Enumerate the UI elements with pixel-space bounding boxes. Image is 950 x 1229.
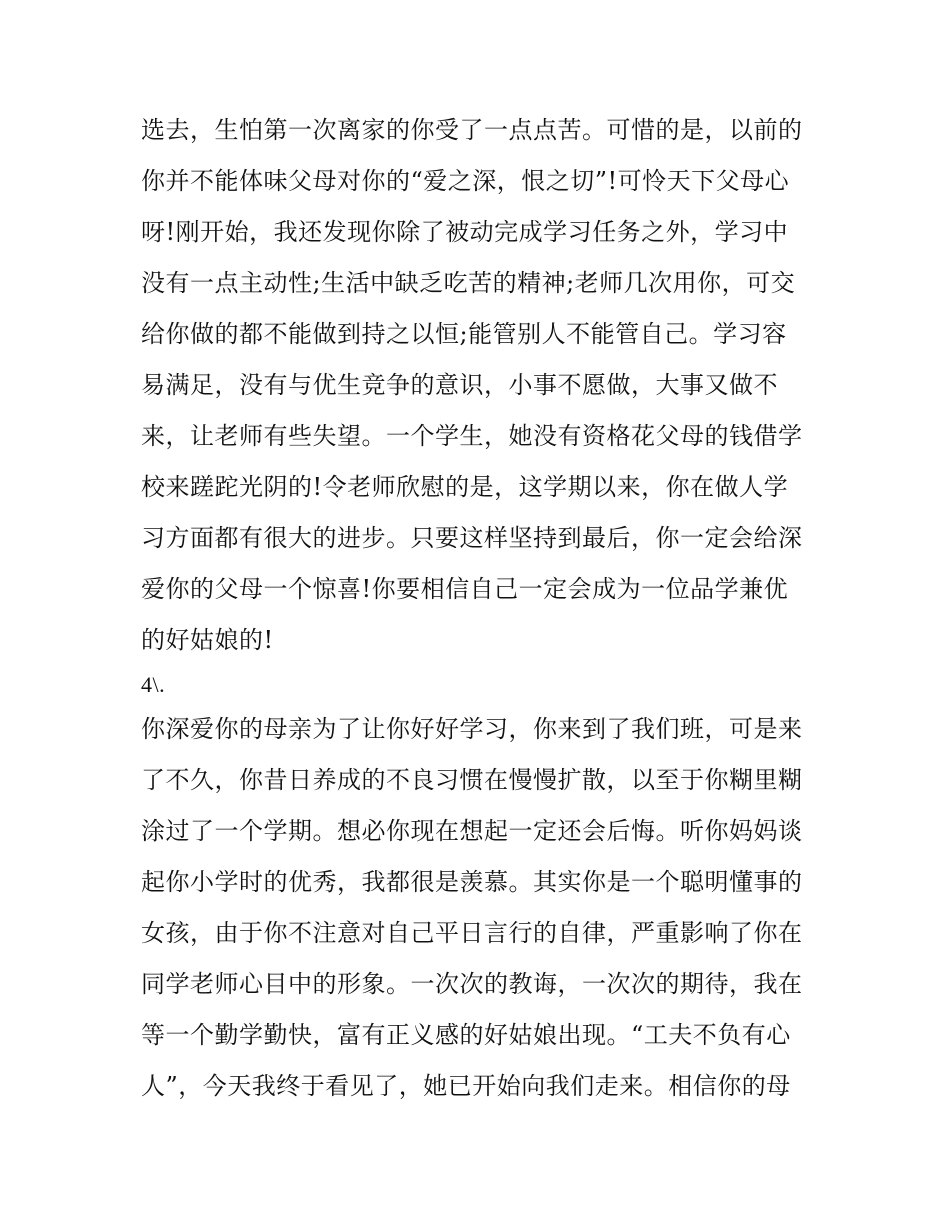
text-line: 校来蹉跎光阴的!令老师欣慰的是，这学期以来，你在做人学 [141,473,789,501]
text-line: 你并不能体味父母对你的“爱之深，恨之切”!可怜天下父母心 [141,167,790,195]
text-line: 呀!刚开始，我还发现你除了被动完成学习任务之外，学习中 [141,218,789,246]
document-body [141,105,813,1112]
text-line: 选去，生怕第一次离家的你受了一点点苦。可惜的是，以前的 [141,116,803,144]
text-line: 了不久，你昔日养成的不良习惯在慢慢扩散，以至于你糊里糊 [141,766,803,794]
paragraph-2 [141,704,813,1112]
text-line: 爱你的父母一个惊喜!你要相信自己一定会成为一位品学兼优 [141,575,789,603]
text-line: 同学老师心目中的形象。一次次的教诲，一次次的期待，我在 [141,970,803,998]
text-line: 涂过了一个学期。想必你现在想起一定还会后悔。听你妈妈谈 [141,817,803,845]
text-line: 的好姑娘的! [141,626,274,654]
text-line: 来，让老师有些失望。一个学生，她没有资格花父母的钱借学 [141,422,803,450]
text-line: 起你小学时的优秀，我都很是羡慕。其实你是一个聪明懂事的 [141,868,803,896]
paragraph-1 [141,105,813,666]
text-line: 等一个勤学勤快，富有正义感的好姑娘出现。“工夫不负有心 [141,1021,791,1049]
text-line: 你深爱你的母亲为了让你好好学习，你来到了我们班，可是来 [141,715,803,743]
section-number: 4\. [141,672,166,697]
text-line: 女孩，由于你不注意对自己平日言行的自律，严重影响了你在 [141,919,803,947]
text-line: 人”，今天我终于看见了，她已开始向我们走来。相信你的母 [141,1072,791,1100]
text-line: 没有一点主动性;生活中缺乏吃苦的精神;老师几次用你，可交 [141,269,796,297]
text-line: 易满足，没有与优生竞争的意识，小事不愿做，大事又做不 [141,371,778,399]
text-line: 给你做的都不能做到持之以恒;能管别人不能管自己。学习容 [141,320,787,348]
text-line: 习方面都有很大的进步。只要这样坚持到最后，你一定会给深 [141,524,803,552]
